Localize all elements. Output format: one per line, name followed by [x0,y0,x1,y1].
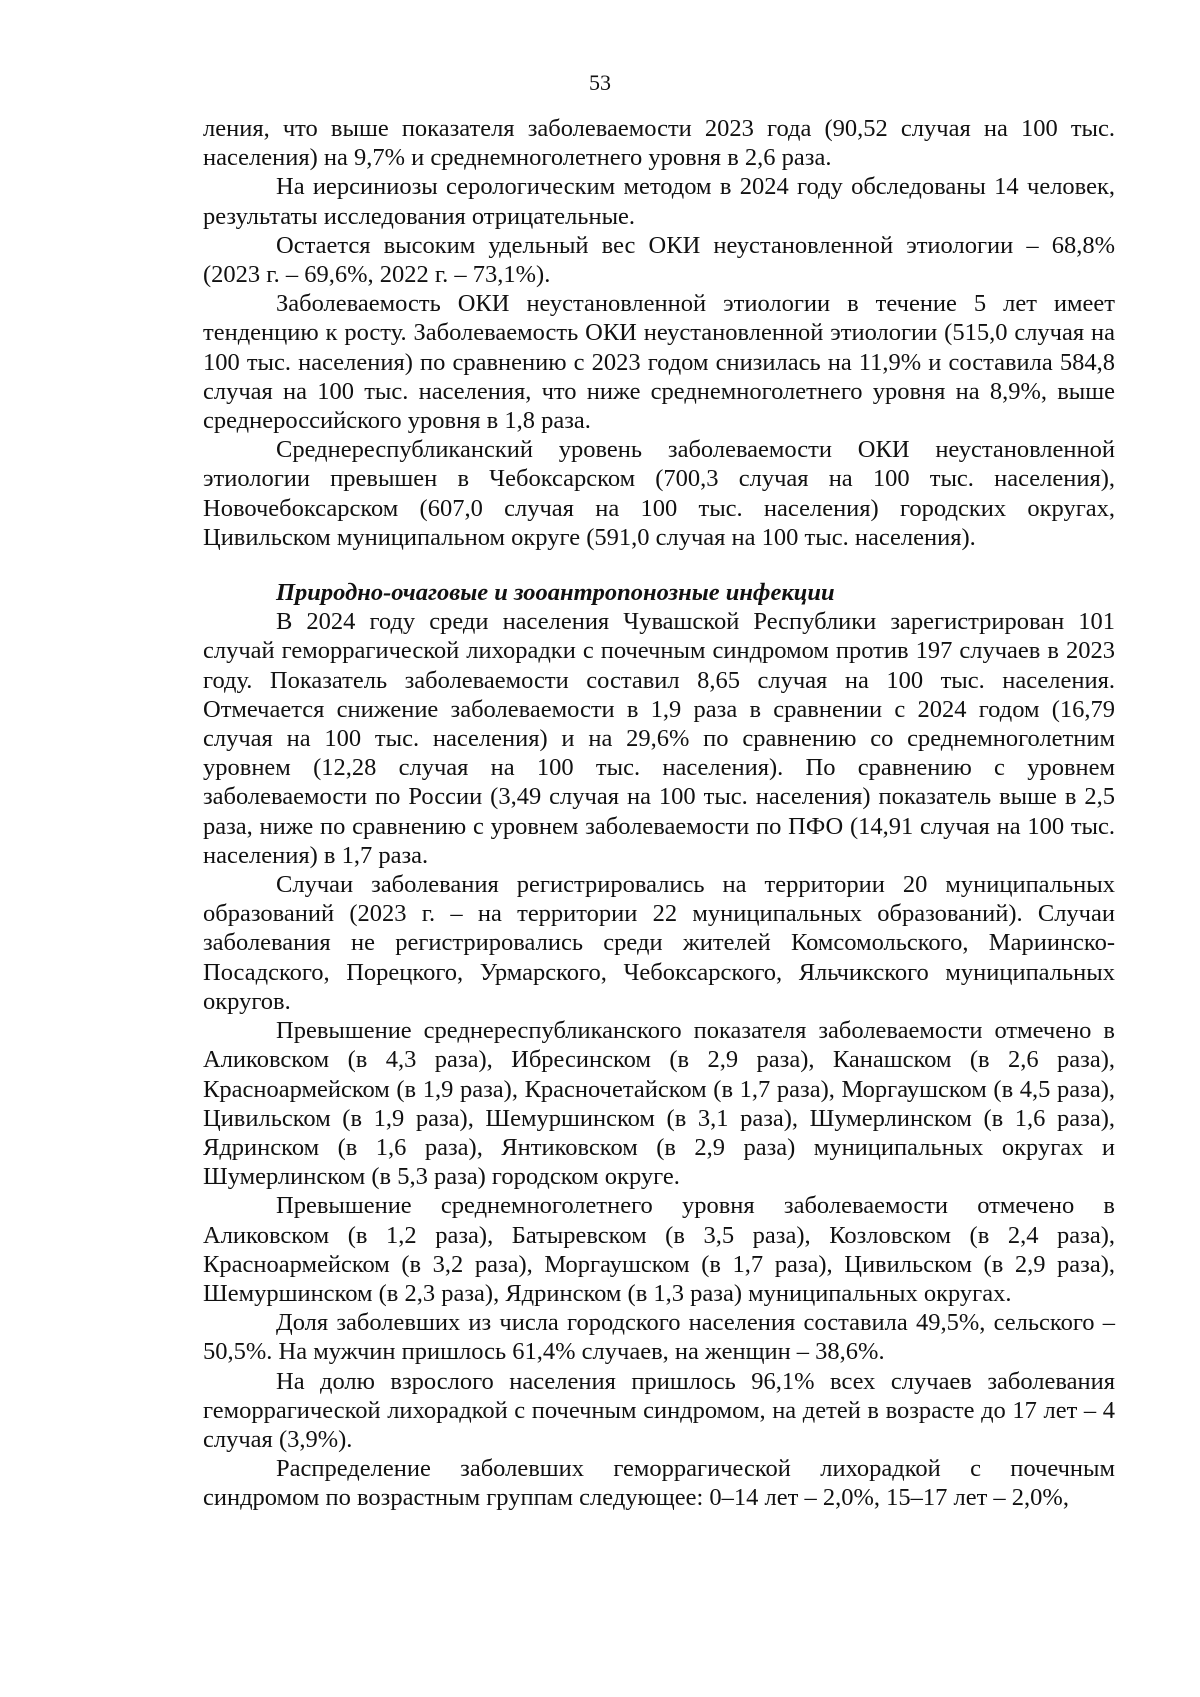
paragraph: Среднереспубликанский уровень заболеваемости ОКИ неустановленной этиологии превышен в Чебоксарском (700,3 случая на 100 тыс. населения), Новочебоксарском (607,0 случая на 100 тыс. населения) городских округах, Цивильском муниципальном округе (591,0 случая на 100 тыс. населения). [203,436,1115,551]
paragraph: Доля заболевших из числа городского населения составила 49,5%, сельского – 50,5%. На мужчин пришлось 61,4% случаев, на женщин – 38,6%. [203,1309,1115,1366]
paragraph: Случаи заболевания регистрировались на территории 20 муниципальных образований (2023 г. – на территории 22 муниципальных образований). Случаи заболевания не регистрировались среди жителей Комсомольского, Мариинско-Посадского, Порецкого, Урмарского, Чебоксарского, Яльчикского муниципальных округов. [203,871,1115,1015]
paragraph: Остается высоким удельный вес ОКИ неустановленной этиологии – 68,8% (2023 г. – 69,6%, 2022 г. – 73,1%). [203,231,1115,289]
page-number: 53 [589,70,611,95]
document-body [203,114,1115,1513]
section-heading: Природно-очаговые и зооантропонозные инфекции [276,579,835,607]
paragraph: Превышение среднереспубликанского показателя заболеваемости отмечено в Аликовском (в 4,3 раза), Ибресинском (в 2,9 раза), Канашском (в 2,6 раза), Красноармейском (в 1,9 раза), Красночетайском (в 1,7 раза), Моргаушском (в 4,5 раза), Цивильском (в 1,9 раза), Шемуршинском (в 3,1 раза), Шумерлинском (в 1,6 раза), Ядринском (в 1,6 раза), Янтиковском (в 2,9 раза) муниципальных округах и Шумерлинском (в 5,3 раза) городском округе. [203,1017,1115,1191]
paragraph: На долю взрослого населения пришлось 96,1% всех случаев заболевания геморрагической лихорадкой с почечным синдромом, на детей в возрасте до 17 лет – 4 случая (3,9%). [203,1367,1115,1453]
paragraph: ления, что выше показателя заболеваемости 2023 года (90,52 случая на 100 тыс. населения) на 9,7% и среднемноголетнего уровня в 2,6 раза. [203,115,1115,172]
paragraph: Превышение среднемноголетнего уровня заболеваемости отмечено в Аликовском (в 1,2 раза), Батыревском (в 3,5 раза), Козловском (в 2,4 раза), Красноармейском (в 3,2 раза), Моргаушском (в 1,7 раза), Цивильском (в 2,9 раза), Шемуршинском (в 2,3 раза), Ядринском (в 1,3 раза) муниципальных округах. [203,1192,1115,1307]
paragraph: Распределение заболевших геморрагической лихорадкой с почечным синдромом по возрастным группам следующее: 0–14 лет – 2,0%, 15–17 лет – 2,0%, [203,1455,1115,1512]
paragraph: Заболеваемость ОКИ неустановленной этиологии в течение 5 лет имеет тенденцию к росту. Заболеваемость ОКИ неустановленной этиологии (515,0 случая на 100 тыс. населения) по сравнению с 2023 годом снизилась на 11,9% и составила 584,8 случая на 100 тыс. населения, что ниже среднемноголетнего уровня на 8,9%, выше среднероссийского уровня в 1,8 раза. [203,290,1115,435]
paragraph: На иерсиниозы серологическим методом в 2024 году обследованы 14 человек, результаты исследования отрицательные. [203,173,1115,230]
paragraph: В 2024 году среди населения Чувашской Республики зарегистрирован 101 случай геморрагической лихорадки с почечным синдромом против 197 случаев в 2023 году. Показатель заболеваемости составил 8,65 случая на 100 тыс. населения. Отмечается снижение заболеваемости в 1,9 раза в сравнении с 2024 годом (16,79 случая на 100 тыс. населения) и на 29,6% по сравнению со среднемноголетним уровнем (12,28 случая на 100 тыс. населения). По сравнению с уровнем заболеваемости по России (3,49 случая на 100 тыс. населения) показатель выше в 2,5 раза, ниже по сравнению с уровнем заболеваемости по ПФО (14,91 случая на 100 тыс. населения) в 1,7 раза. [203,608,1115,869]
